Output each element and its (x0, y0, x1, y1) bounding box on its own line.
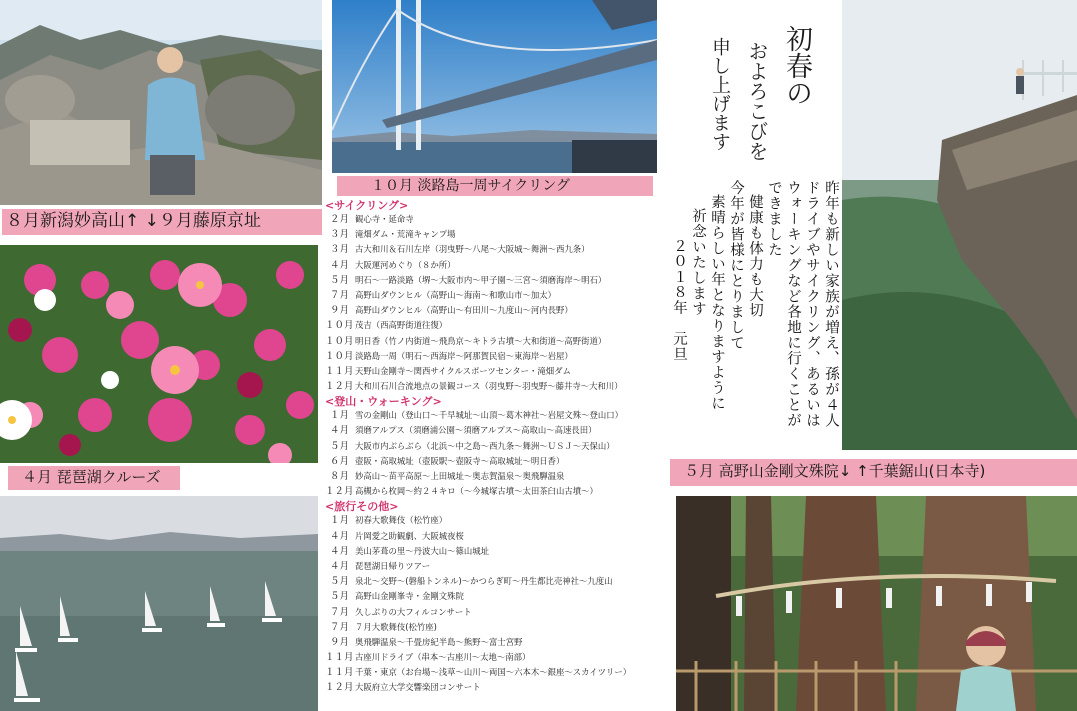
item-month: ７月 (329, 606, 349, 618)
item-text: 久しぶりの大フィルコンサート (355, 606, 472, 617)
list-item (325, 680, 665, 695)
letter-line-9: ２０１８年 元旦 (671, 238, 687, 362)
caption-myoko-fujiwara: ８月新潟妙高山↑ ↓９月藤原京址 (2, 209, 322, 235)
item-month: ４月 (329, 425, 349, 437)
photo-cosmos-flowers (0, 245, 318, 463)
item-month: ９月 (329, 305, 349, 317)
list-item (325, 574, 665, 589)
list-item (325, 334, 665, 349)
item-text: ７月大歌舞伎(松竹座) (355, 621, 437, 632)
item-text: 高槻から枚岡～約２４キロ（～今城塚古墳～太田茶臼山古墳～） (355, 486, 598, 497)
item-month: ８月 (329, 471, 349, 482)
item-text: 天野山金剛寺～関西サイクルスポーツセンター・滝畑ダム (355, 365, 571, 376)
list-item (325, 650, 665, 665)
list-item (325, 439, 665, 454)
item-text: 泉北～交野～(磐船トンネル)～かつらぎ町～丹生都比売神社～九度山 (355, 576, 613, 587)
photo-myoko-mountain (0, 0, 322, 205)
item-text: 高野山ダウンヒル（高野山～海南～和歌山市～加太） (355, 289, 556, 300)
list-item (325, 303, 665, 318)
item-text: 妙高山～苗平高原～上田城址～奥志賀温泉～奥飛騨温泉 (355, 471, 565, 481)
item-text: 淡路島一周（明石～西海岸～阿那賀民宿～東海岸～岩屋） (355, 350, 573, 361)
list-item (325, 288, 665, 303)
caption-awaji-cycling: １０月 淡路島一周サイクリング (337, 176, 653, 196)
list-item (325, 408, 665, 423)
title-line1-text: 初春の (781, 25, 812, 106)
list-item (325, 318, 665, 333)
item-text: 美山茅葺の里～丹波大山～篠山城址 (355, 545, 489, 556)
list-section-cycling (325, 199, 665, 394)
photo-nokogiri-cliff (842, 0, 1077, 450)
title-line3-text: 申し上げます (709, 37, 731, 151)
caption-biwako-cruise: ４月 琵琶湖クルーズ (8, 466, 180, 490)
list-item (325, 605, 665, 620)
item-text: 古座川ドライブ（串本～古座川～太地～南部） (355, 652, 531, 663)
list-item (325, 469, 665, 484)
activity-lists (325, 198, 665, 708)
list-item (325, 349, 665, 364)
list-item (325, 258, 665, 273)
item-text: 滝畑ダム・荒滝キャンプ場 (355, 229, 456, 240)
item-text: 千葉・東京（お台場～浅草～山川～両国～六本木～銀座～スカイツリー） (355, 667, 632, 678)
section-heading-travel: <旅行その他> (325, 500, 399, 514)
list-item (325, 544, 665, 559)
letter-line-3: ウォーキングなど各地に行くことが (785, 180, 801, 428)
item-month: ５月 (329, 576, 349, 588)
item-month: ７月 (329, 621, 349, 633)
item-month: ４月 (329, 545, 349, 557)
item-month: ４月 (329, 259, 349, 271)
letter-line-1: 昨年も新しい家族が増え、孫が４人 (823, 180, 839, 428)
list-item (325, 364, 665, 379)
section-heading-cycling: <サイクリング> (325, 199, 409, 212)
list-item (325, 273, 665, 288)
item-month: １２月 (325, 682, 354, 694)
item-text: 高野山ダウンヒル（高野山～有田川～九度山～河内長野） (355, 305, 573, 316)
item-text: 茂吉（西高野街道往復） (355, 320, 448, 331)
item-text: 琵琶湖日帰りツアー (355, 560, 431, 571)
item-text: 明日香（竹ノ内街道～飛鳥京～キトラ古墳～大和街道～高野街道） (355, 335, 607, 346)
item-month: ５月 (329, 274, 349, 286)
item-text: 大和川石川合流地点の景観コース（羽曳野～羽曳野～藤井寺～大和川） (355, 381, 623, 392)
item-text: 大阪運河めぐり（８か所） (355, 259, 456, 270)
letter-line-8: 祈念いたします (690, 208, 706, 317)
item-text: 大阪府立大学交響楽団コンサート (355, 682, 481, 693)
item-month: ７月 (329, 289, 349, 301)
list-item (325, 635, 665, 650)
item-text: 片岡愛之助観劇、大阪城夜桜 (355, 530, 464, 541)
item-text: 須磨アルプス（須磨浦公園～須磨アルプス～高取山～高速長田） (355, 425, 597, 436)
list-item (325, 379, 665, 394)
list-item (325, 423, 665, 438)
photo-akashi-bridge (332, 0, 657, 173)
list-item (325, 513, 665, 528)
item-month: ５月 (329, 440, 349, 452)
item-month: ３月 (329, 229, 349, 241)
item-month: １月 (329, 515, 349, 527)
greeting-letter (670, 180, 840, 450)
photo-biwako-sailboats (0, 496, 318, 711)
item-month: ６月 (329, 455, 349, 467)
item-month: ３月 (329, 244, 349, 256)
list-item (325, 665, 665, 680)
new-year-greeting-title (680, 25, 820, 170)
item-month: ９月 (329, 636, 349, 648)
letter-line-2: ドライブやサイクリング、あるいは (804, 180, 820, 428)
item-month: １０月 (325, 350, 354, 362)
letter-line-7: 素晴らしい年となりますように (709, 194, 725, 411)
letter-line-5: 健康も体力も大切 (747, 194, 763, 318)
item-text: 壺阪・高取城址（壺阪駅～壺阪寺～高取城址～明日香） (355, 455, 565, 466)
item-month: ２月 (329, 214, 349, 225)
letter-line-6: 今年が皆様にとりまして (728, 180, 744, 351)
item-month: １１月 (325, 652, 354, 664)
list-section-travel (325, 500, 665, 695)
item-text: 高野山金剛峯寺・金剛文殊院 (355, 591, 464, 602)
list-item (325, 620, 665, 635)
item-month: ５月 (329, 591, 349, 603)
item-month: １２月 (325, 381, 354, 393)
item-text: 古大和川＆石川左岸（羽曳野～八尾～大阪城～舞洲～西九条） (355, 244, 590, 255)
list-item (325, 454, 665, 469)
item-month: ４月 (329, 560, 349, 572)
list-item (325, 227, 665, 242)
letter-line-4: できました (766, 180, 782, 258)
list-item (325, 559, 665, 574)
item-month: １０月 (325, 335, 354, 347)
item-text: 初春大歌舞伎（松竹座） (355, 515, 448, 526)
item-text: 明石～一路淡路（堺～大阪市内～甲子園～三宮～須磨海岸～明石） (355, 274, 607, 285)
item-month: ４月 (329, 530, 349, 542)
item-month: １２月 (325, 486, 354, 498)
list-item (325, 242, 665, 257)
list-item (325, 484, 665, 499)
item-month: １０月 (325, 320, 354, 332)
list-item (325, 589, 665, 604)
item-text: 大阪市内ぶらぶら（北浜～中之島～西九条～舞洲～ＵＳＪ～天保山） (355, 440, 615, 451)
list-item (325, 529, 665, 544)
section-heading-hiking: <登山・ウォーキング> (325, 395, 442, 409)
item-month: １月 (329, 410, 349, 422)
caption-koyasan-nokogiri: ５月 高野山金剛文殊院↓ ↑千葉鋸山(日本寺) (670, 459, 1077, 486)
item-text: 奥飛騨温泉～千畳房紀半島～熊野～富士宮野 (355, 636, 523, 647)
title-line2-text: およろこびを (745, 41, 769, 161)
item-month: １１月 (325, 667, 354, 679)
photo-koyasan-cedars (676, 496, 1077, 711)
list-item (325, 212, 665, 227)
list-section-hiking (325, 395, 665, 499)
item-text: 雪の金剛山（登山口～千早城址～山頂～葛木神社～岩屋文殊～登山口） (355, 410, 623, 421)
item-month: １１月 (325, 365, 354, 377)
item-text: 観心寺・延命寺 (355, 214, 414, 224)
